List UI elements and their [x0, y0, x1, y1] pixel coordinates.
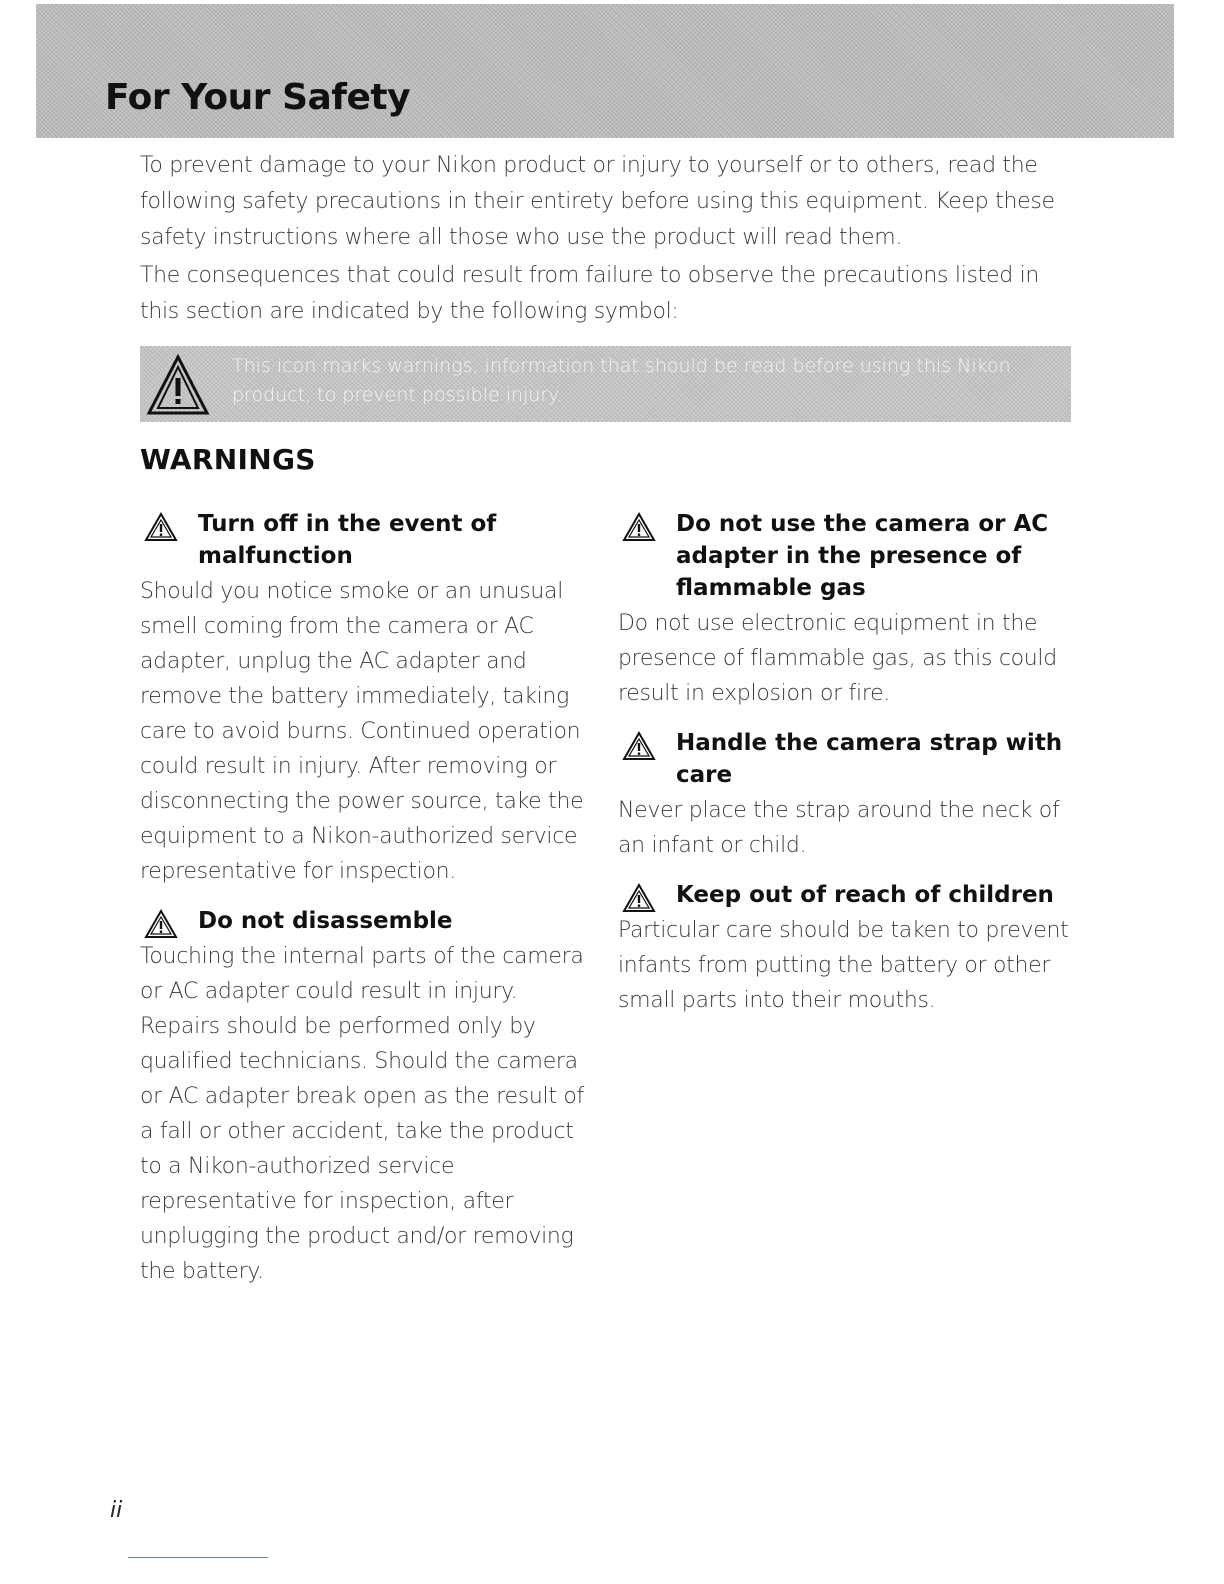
warning-heading [140, 508, 600, 572]
bottom-rule [128, 1557, 268, 1558]
warning-body: Never place the strap around the neck of an infant or child. [618, 798, 1060, 858]
intro-paragraph: The consequences that could result from failure to observe the precautions listed in this section are indicated by the following symbol: [140, 263, 1040, 324]
warning-triangle-icon [146, 354, 210, 416]
warning-triangle-icon [622, 512, 656, 542]
warning-heading [618, 727, 1074, 791]
warning-heading [618, 508, 1074, 604]
warning-body: Particular care should be taken to prevent infants from putting the battery or other small parts into their mouths. [618, 918, 1069, 1013]
intro-paragraph: To prevent damage to your Nikon product or injury to yourself or to others, read the following safety precautions in their entirety before using this equipment. Keep these safety instructions where all those who use the product will read them. [140, 153, 1055, 250]
warning-item [618, 508, 1074, 711]
warning-heading-text: Keep out of reach of children [676, 882, 1054, 908]
warning-heading-text: Handle the camera strap with care [676, 730, 1063, 788]
warnings-right-column [618, 508, 1074, 1034]
warning-body: Should you notice smoke or an unusual smell coming from the camera or AC adapter, unplug the AC adapter and remove the battery immediately, taking care to avoid burns. Continued operation could result in injury. After removing or disconnecting the power source, take the equipment to a Nikon-authorized service representative for inspection. [140, 579, 584, 884]
warning-heading [618, 879, 1074, 911]
warning-item [140, 508, 600, 889]
warnings-title: WARNINGS [140, 443, 316, 476]
warning-triangle-icon [144, 909, 178, 939]
warning-item [140, 905, 600, 1289]
warning-heading-text: Turn off in the event of malfunction [198, 511, 497, 569]
warning-heading-text: Do not use the camera or AC adapter in the presence of flammable gas [676, 511, 1049, 601]
warning-body: Touching the internal parts of the camera or AC adapter could result in injury. Repairs should be performed only by qualified technicians. Should the camera or AC adapter break open as the result of a fall or other accident, take the product to a Nikon-authorized service representative for inspection, after unplugging the product and/or removing the battery. [140, 944, 584, 1284]
warning-triangle-icon [622, 731, 656, 761]
note-text: This icon marks warnings, information that should be read before using this Nikon product, to prevent possible injury. [232, 355, 1011, 406]
warnings-left-column [140, 508, 600, 1305]
page-title: For Your Safety [105, 77, 411, 118]
warning-heading-text: Do not disassemble [198, 908, 453, 934]
warning-heading [140, 905, 600, 937]
warning-body: Do not use electronic equipment in the presence of flammable gas, as this could result in explosion or fire. [618, 611, 1057, 706]
warning-item [618, 727, 1074, 863]
warning-symbol-note [140, 346, 1071, 422]
page-number: ii [110, 1498, 123, 1523]
warning-triangle-icon [622, 883, 656, 913]
warning-triangle-icon [144, 512, 178, 542]
intro-section [140, 148, 1080, 332]
warning-item [618, 879, 1074, 1018]
